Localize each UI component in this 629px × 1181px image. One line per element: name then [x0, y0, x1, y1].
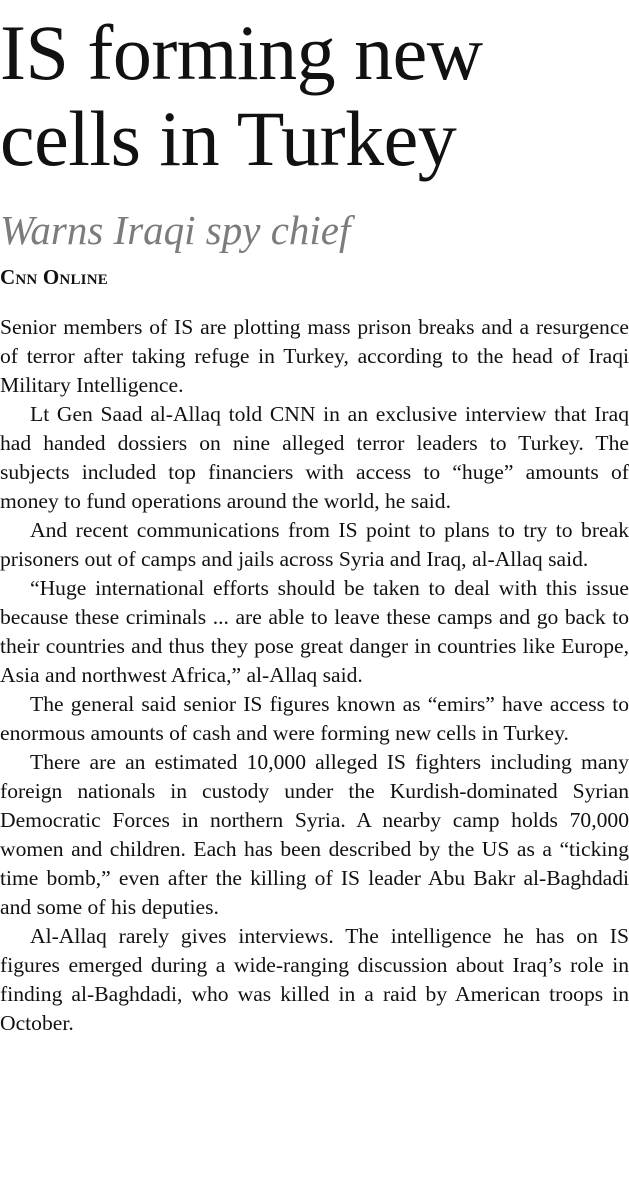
subheadline: Warns Iraqi spy chief — [0, 207, 351, 253]
paragraph-5: The general said senior IS figures known as “emirs” have access to enormous amounts of cash and were forming new cells in Turkey. — [0, 692, 629, 745]
headline-line-1: IS forming new — [0, 9, 483, 96]
paragraph-1: Senior members of IS are plotting mass prison breaks and a resurgence of terror after taking refuge in Turkey, according to the head of Iraqi Military Intelligence. — [0, 315, 629, 397]
paragraph-6: There are an estimated 10,000 alleged IS fighters including many foreign nationals in custody under the Kurdish-dominated Syrian Democratic Forces in northern Syria. A nearby camp holds 70,000 women and children. Each has been described by the US as a “ticking time bomb,” even after the killing of IS leader Abu Bakr al-Baghdadi and some of his deputies. — [0, 750, 629, 919]
byline: Cnn Online — [0, 265, 108, 289]
paragraph-4: “Huge international efforts should be taken to deal with this issue because these criminals ... are able to leave these camps and go back to their countries and thus they pose great danger in countries like Europe, Asia and northwest Africa,” al-Allaq said. — [0, 576, 629, 687]
headline — [0, 10, 629, 182]
paragraph-3: And recent communications from IS point to plans to try to break prisoners out of camps and jails across Syria and Iraq, al-Allaq said. — [0, 518, 629, 571]
paragraph-7: Al-Allaq rarely gives interviews. The intelligence he has on IS figures emerged during a wide-ranging discussion about Iraq’s role in finding al-Baghdadi, who was killed in a raid by American troops in October. — [0, 924, 629, 1035]
article-body — [0, 313, 629, 1038]
headline-line-2: cells in Turkey — [0, 95, 457, 182]
paragraph-2: Lt Gen Saad al-Allaq told CNN in an exclusive interview that Iraq had handed dossiers on nine alleged terror leaders to Turkey. The subjects included top financiers with access to “huge” amounts of money to fund operations around the world, he said. — [0, 402, 629, 513]
